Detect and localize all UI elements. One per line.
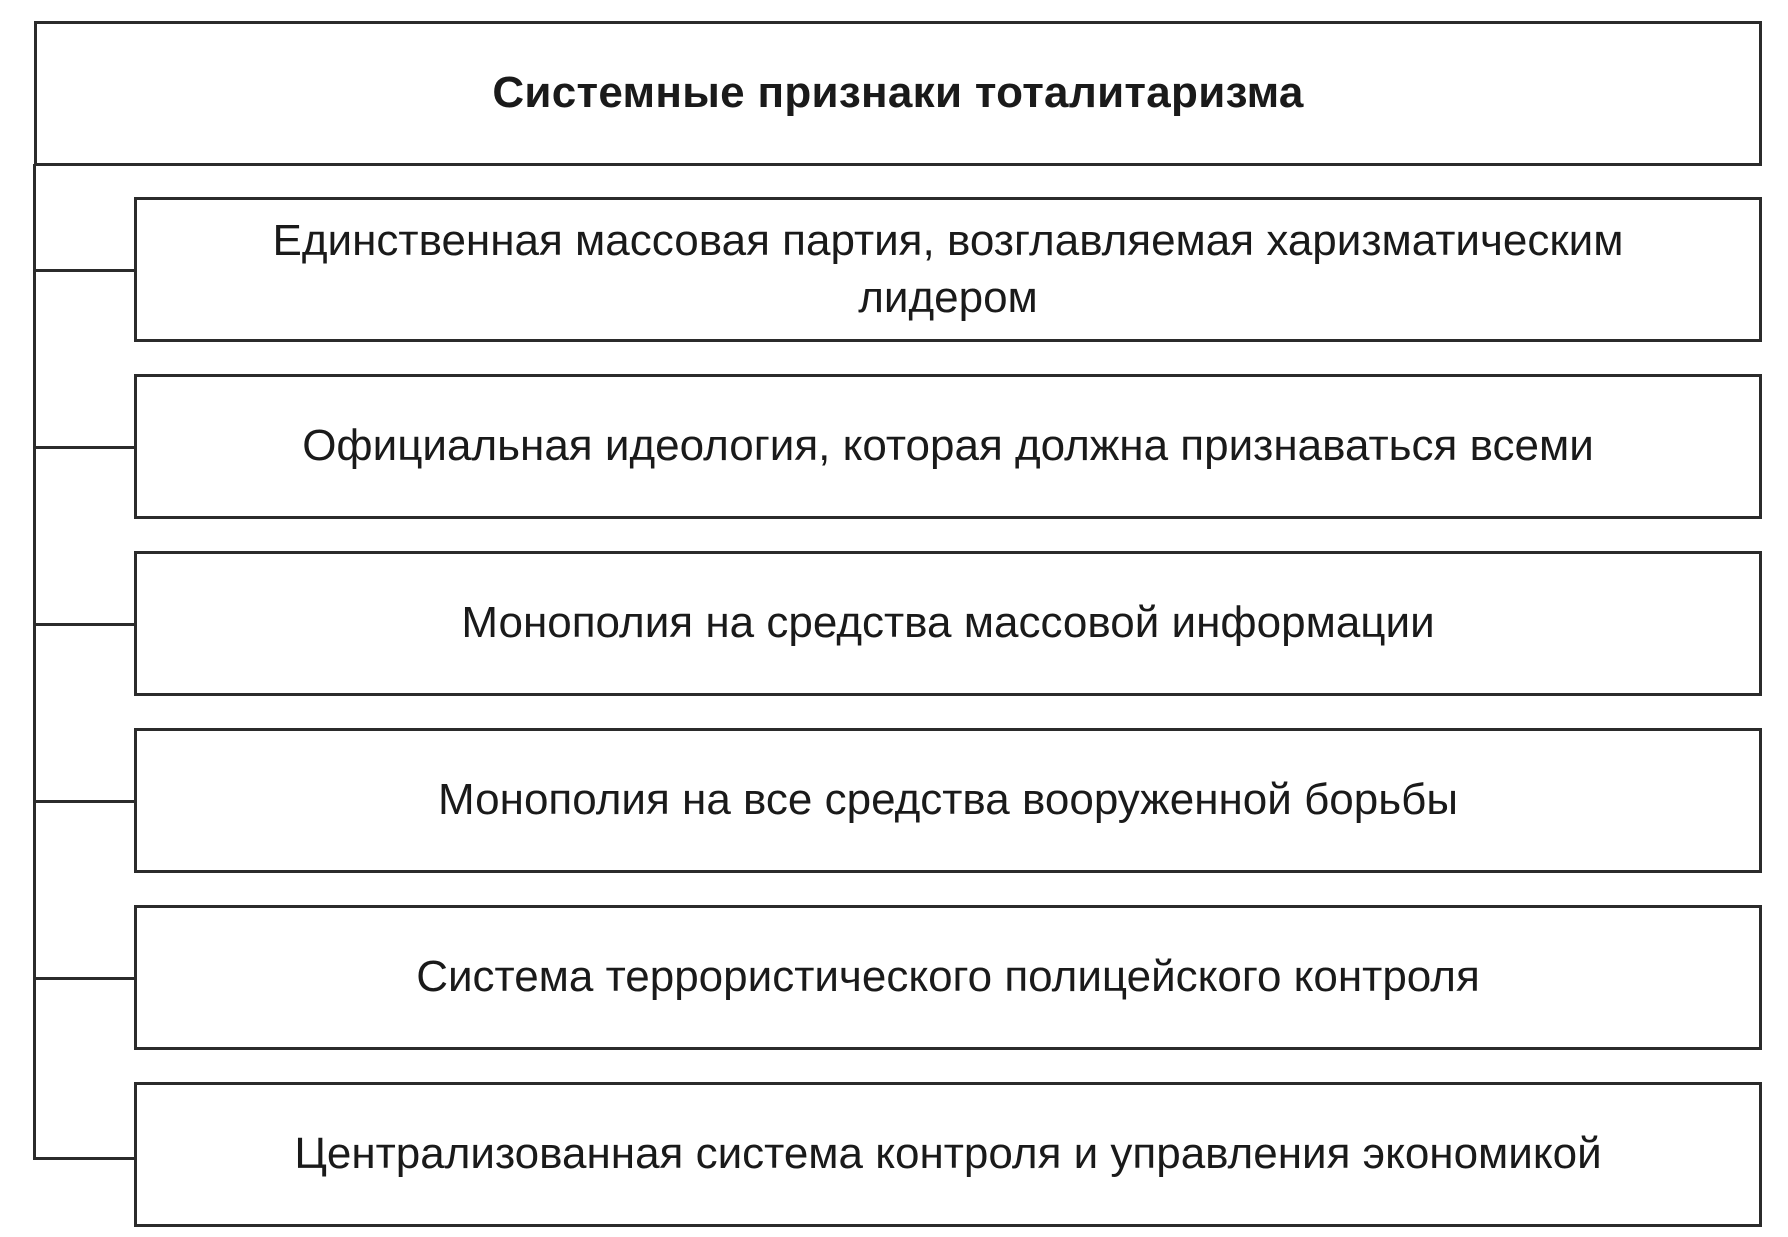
feature-label: Централизованная система контроля и управления экономикой — [294, 1129, 1602, 1179]
feature-label: Система террористического полицейского контроля — [416, 952, 1480, 1002]
feature-box-police-control — [134, 905, 1762, 1050]
connector-branch-4 — [33, 800, 136, 803]
diagram-title-box — [34, 21, 1762, 166]
diagram-title: Системные признаки тоталитаризма — [492, 68, 1304, 118]
feature-box-armed-monopoly — [134, 728, 1762, 873]
connector-branch-5 — [33, 977, 136, 980]
connector-branch-2 — [33, 446, 136, 449]
feature-label: Официальная идеология, которая должна признаваться всеми — [302, 421, 1594, 471]
connector-branch-3 — [33, 623, 136, 626]
connector-branch-1 — [33, 269, 136, 272]
feature-label: Монополия на средства массовой информации — [461, 598, 1435, 648]
connector-branch-6 — [33, 1157, 136, 1160]
connector-trunk — [33, 164, 36, 1160]
feature-box-single-party — [134, 197, 1762, 342]
feature-box-centralized-economy — [134, 1082, 1762, 1227]
feature-label: Монополия на все средства вооруженной борьбы — [438, 775, 1458, 825]
feature-label: Единственная массовая партия, возглавляемая харизматическим лидером — [272, 216, 1624, 322]
feature-box-media-monopoly — [134, 551, 1762, 696]
feature-box-official-ideology — [134, 374, 1762, 519]
